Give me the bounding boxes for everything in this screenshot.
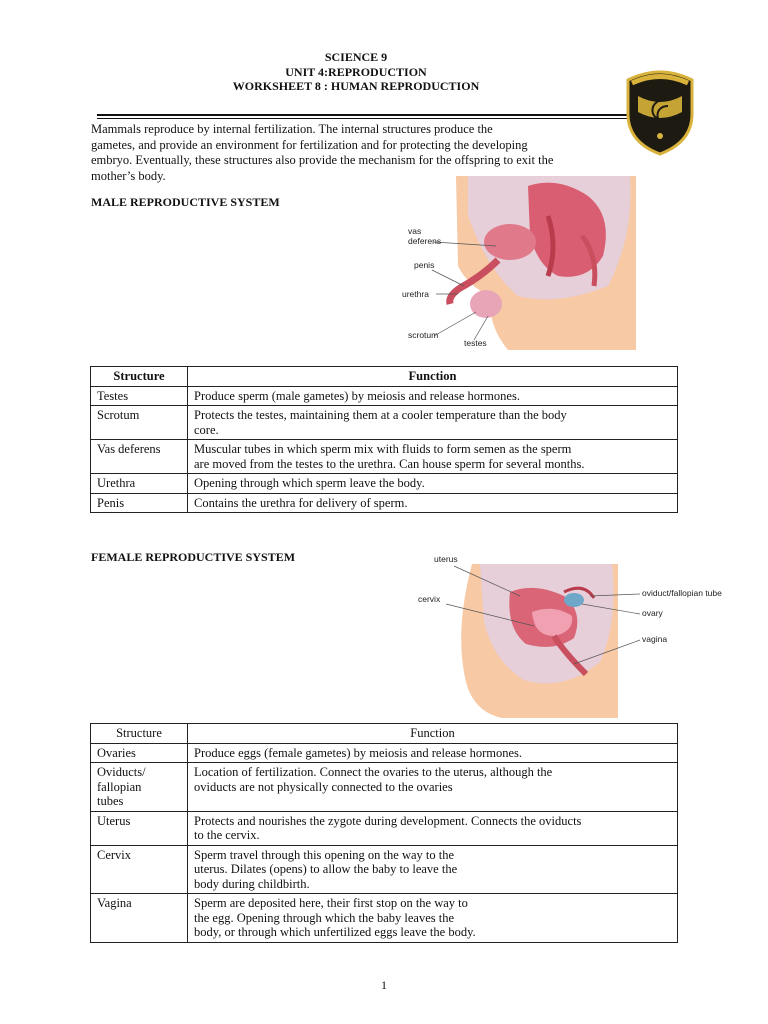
label-vas: vas: [408, 226, 422, 236]
function-line: the egg. Opening through which the baby leaves the: [194, 910, 454, 925]
function-line: Protects and nourishes the zygote during development. Connects the oviducts: [194, 813, 582, 828]
structure-cell: Vagina: [91, 894, 188, 943]
table-header-row: [91, 724, 678, 744]
table-row: [91, 386, 678, 406]
worksheet-title: WORKSHEET 8 : HUMAN REPRODUCTION: [232, 79, 480, 93]
structure-cell: [91, 763, 188, 812]
table-row: [91, 894, 678, 943]
function-line: are moved from the testes to the urethra. Can house sperm for several months.: [194, 456, 585, 471]
function-line: Muscular tubes in which sperm mix with fluids to form semen as the sperm: [194, 442, 572, 456]
table-row: [91, 440, 678, 474]
column-header-function: Function: [188, 724, 678, 744]
unit-title: UNIT 4:REPRODUCTION: [285, 64, 427, 79]
structure-cell: Ovaries: [91, 743, 188, 763]
function-line: oviducts are not physically connected to the ovaries: [194, 779, 453, 794]
function-line: body during childbirth.: [194, 876, 310, 891]
structure-cell: Urethra: [91, 474, 188, 494]
label-ovary: ovary: [642, 608, 663, 618]
structure-line: tubes: [97, 794, 124, 808]
function-line: Protects the testes, maintaining them at a cooler temperature than the body: [194, 408, 567, 422]
intro-line: embryo. Eventually, these structures also provide the mechanism for the offspring to exit the: [91, 153, 554, 167]
structure-cell: Uterus: [91, 811, 188, 845]
label-uterus: uterus: [434, 554, 458, 564]
label-oviduct: oviduct/fallopian tube: [642, 588, 722, 598]
header-rule: [97, 114, 627, 116]
male-reproductive-diagram: [398, 176, 636, 350]
label-vagina: vagina: [642, 634, 668, 644]
structure-cell: Vas deferens: [91, 440, 188, 474]
function-cell: [188, 845, 678, 894]
structure-cell: Penis: [91, 493, 188, 513]
course-title: SCIENCE 9: [324, 50, 388, 64]
male-section-heading: MALE REPRODUCTIVE SYSTEM: [91, 195, 280, 209]
table-row: [91, 811, 678, 845]
function-cell: Contains the urethra for delivery of sperm.: [188, 493, 678, 513]
function-cell: Opening through which sperm leave the body.: [188, 474, 678, 494]
label-deferens: deferens: [408, 236, 442, 246]
female-reproductive-diagram: [414, 552, 726, 718]
function-line: body, or through which unfertilized eggs leave the body.: [194, 925, 476, 939]
label-scrotum: scrotum: [408, 330, 439, 340]
function-cell: [188, 440, 678, 474]
label-penis: penis: [414, 260, 435, 270]
function-line: uterus. Dilates (opens) to allow the baby to leave the: [194, 862, 458, 876]
function-line: Location of fertilization. Connect the ovaries to the uterus, although the: [194, 765, 553, 779]
table-header-row: [91, 367, 678, 387]
label-cervix: cervix: [418, 594, 441, 604]
structure-cell: Cervix: [91, 845, 188, 894]
female-section-heading: FEMALE REPRODUCTIVE SYSTEM: [91, 550, 296, 564]
column-header-function: Function: [188, 367, 678, 387]
table-row: [91, 845, 678, 894]
function-line: Sperm travel through this opening on the way to the: [194, 847, 455, 862]
table-row: [91, 743, 678, 763]
function-line: to the cervix.: [194, 828, 260, 842]
structure-cell: Scrotum: [91, 406, 188, 440]
table-row: [91, 474, 678, 494]
function-cell: [188, 406, 678, 440]
function-cell: [188, 811, 678, 845]
worksheet-header: [0, 50, 712, 94]
function-cell: [188, 763, 678, 812]
header-rule-thin: [97, 118, 627, 119]
label-testes: testes: [464, 338, 487, 348]
page-number: 1: [381, 978, 387, 992]
column-header-structure: Structure: [91, 367, 188, 387]
structure-line: fallopian: [97, 779, 142, 794]
column-header-structure: Structure: [91, 724, 188, 744]
function-cell: [188, 894, 678, 943]
function-cell: Produce eggs (female gametes) by meiosis and release hormones.: [188, 743, 678, 763]
function-cell: Produce sperm (male gametes) by meiosis and release hormones.: [188, 386, 678, 406]
table-row: [91, 493, 678, 513]
function-line: Sperm are deposited here, their first stop on the way to: [194, 896, 468, 910]
intro-line: gametes, and provide an environment for fertilization and for protecting the developing: [91, 137, 528, 152]
function-line: core.: [194, 422, 219, 437]
intro-line: mother’s body.: [91, 168, 166, 183]
intro-line: Mammals reproduce by internal fertilization. The internal structures produce the: [91, 122, 493, 136]
table-row: [91, 406, 678, 440]
table-row: [91, 763, 678, 812]
label-urethra: urethra: [402, 289, 429, 299]
female-structure-table: [90, 723, 678, 943]
structure-line: Oviducts/: [97, 765, 146, 779]
male-structure-table: [90, 366, 678, 513]
structure-cell: Testes: [91, 386, 188, 406]
intro-paragraph: [91, 122, 681, 184]
